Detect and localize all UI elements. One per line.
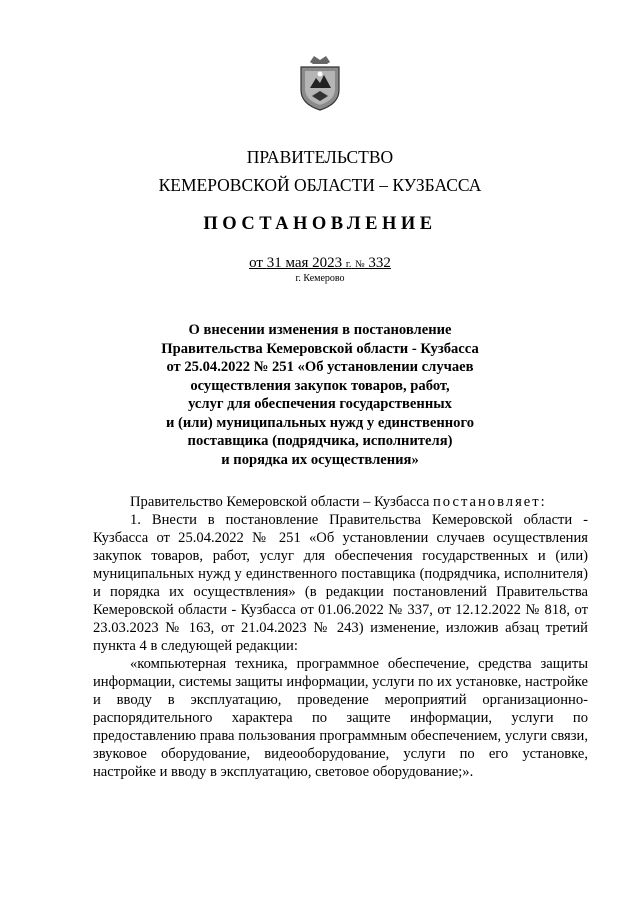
title-line: О внесении изменения в постановление bbox=[188, 322, 452, 338]
title-line: и порядка их осуществления» bbox=[221, 451, 419, 468]
title-line: поставщика (подрядчика, исполнителя) bbox=[187, 433, 453, 449]
item-1-paragraph: 1. Внести в постановление Правительства Кемеровской области - Кузбасса от 25.04.2022 № 251 «Об установлении случаев осуществления закупок товаров, работ, услуг для обеспечения государственных и (или) муниципальных нужд у единственного поставщика (подрядчика, исполнителя) и порядка их осуществления» (в редакции постановлений Правительства Кемеровской области - Кузбасса от 01.06.2022 № 337, от 12.12.2022 № 818, от 23.03.2023 № 163, от 21.04.2023 № 243) изменение, изложив абзац третий пункта 4 в следующей редакции: bbox=[93, 512, 588, 654]
title-line: Правительства Кемеровской области - Кузбасса bbox=[161, 340, 479, 357]
document-city: г. Кемерово bbox=[295, 273, 345, 284]
title-line: от 25.04.2022 № 251 «Об установлении случаев bbox=[166, 359, 474, 375]
title-line: услуг для обеспечения государственных bbox=[188, 396, 452, 412]
government-name-line2: КЕМЕРОВСКОЙ ОБЛАСТИ – КУЗБАССА bbox=[158, 175, 482, 195]
number-sign: № bbox=[355, 259, 365, 270]
preamble-subject: Правительство Кемеровской области – Кузбасса bbox=[130, 494, 430, 510]
document-title bbox=[140, 321, 500, 469]
document-body bbox=[93, 493, 588, 781]
document-date-number bbox=[0, 255, 640, 272]
document-date: 31 мая 2023 bbox=[266, 255, 343, 271]
document-type-heading: ПОСТАНОВЛЕНИЕ bbox=[203, 214, 437, 234]
title-line: и (или) муниципальных нужд у единственного bbox=[165, 414, 475, 431]
preamble-verb: постановляет: bbox=[433, 494, 547, 510]
preamble-paragraph bbox=[93, 493, 588, 511]
date-prefix: от bbox=[249, 255, 263, 271]
coat-of-arms-emblem bbox=[296, 52, 344, 112]
title-line: осуществления закупок товаров, работ, bbox=[190, 377, 450, 394]
government-name-line1: ПРАВИТЕЛЬСТВО bbox=[246, 147, 394, 167]
year-suffix: г. bbox=[345, 259, 352, 270]
quoted-paragraph: «компьютерная техника, программное обеспечение, средства защиты информации, системы защиты информации, услуги по их установке, настройке и вводу в эксплуатацию, проведение мероприятий организационно-распорядительного характера по защите информации, услуги по предоставлению права пользования программным обеспечением, услуги связи, звуковое оборудование, видеооборудование, услуги по его установке, настройке и вводу в эксплуатацию, световое оборудование;». bbox=[93, 656, 588, 780]
document-number: 332 bbox=[368, 255, 391, 271]
